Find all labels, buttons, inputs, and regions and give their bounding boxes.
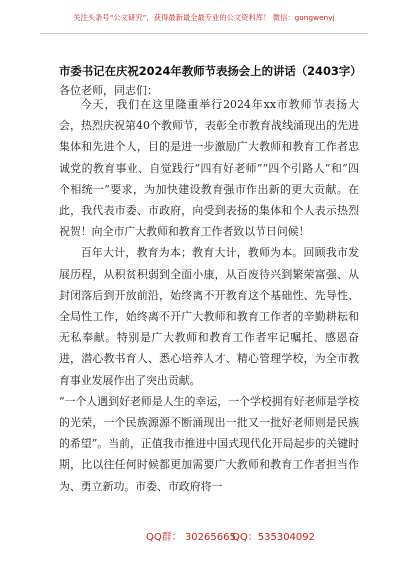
document-title: 市委书记在庆祝2024年教师节表扬会上的讲话（2403字） bbox=[59, 64, 362, 78]
footer bbox=[0, 528, 408, 548]
header-divider bbox=[40, 33, 368, 34]
paragraph: 百年大计，教育为本；教育大计，教师为本。回顾我市发展历程，从积贫积弱到全面小康，从百废待兴到繁荣富强、从封闭落后到开放前沿，始终离不开教育这个基础性、先导性、全局性工作，始终离不开广大教师和教育工作者的辛勤耕耘和无私奉献。特别是广大教师和教育工作者牢记嘱托、感恩奋进，潜心教书育人、悉心培养人才、精心管理学校，为全市教育事业发展作出了突出贡献。 bbox=[59, 246, 359, 387]
paragraph: “一个人遇到好老师是人生的幸运，一个学校拥有好老师是学校的光荣，一个民族源源不断涌现出一批又一批好老师则是民族的希望”。当前，正值我市推进中国式现代化开局起步的关键时期，比以往任何时候都更加需要广大教师和教育工作者担当作为、勇立新功。市委、市政府将一 bbox=[59, 394, 359, 493]
header-banner: 关注头条号“公文研究”，获得最新最全最专业的公文资料库！ 微信：gongwenyj bbox=[73, 13, 335, 22]
footer-qq-group: QQ群： 30265665 bbox=[146, 532, 236, 543]
paragraph: 今天，我们在这里隆重举行2024年xx市教师节表扬大会，热烈庆祝第40个教师节，表彰全市教育战线涌现出的先进集体和先进个人，目的是进一步激励广大教师和教育工作者忠诚党的教育事业、自觉践行“四有好老师”“四个引路人”和“四个相统一”要求，为加快建设教育强市作出新的更大贡献。在此，我代表市委、市政府，向受到表扬的集体和个人表示热烈祝贺！向全市广大教师和教育工作者致以节日问候！ bbox=[59, 98, 359, 239]
salutation: 各位老师，同志们： bbox=[59, 84, 158, 97]
footer-qq-contact: QQ：535304092 bbox=[232, 532, 316, 543]
document-body bbox=[59, 94, 359, 497]
